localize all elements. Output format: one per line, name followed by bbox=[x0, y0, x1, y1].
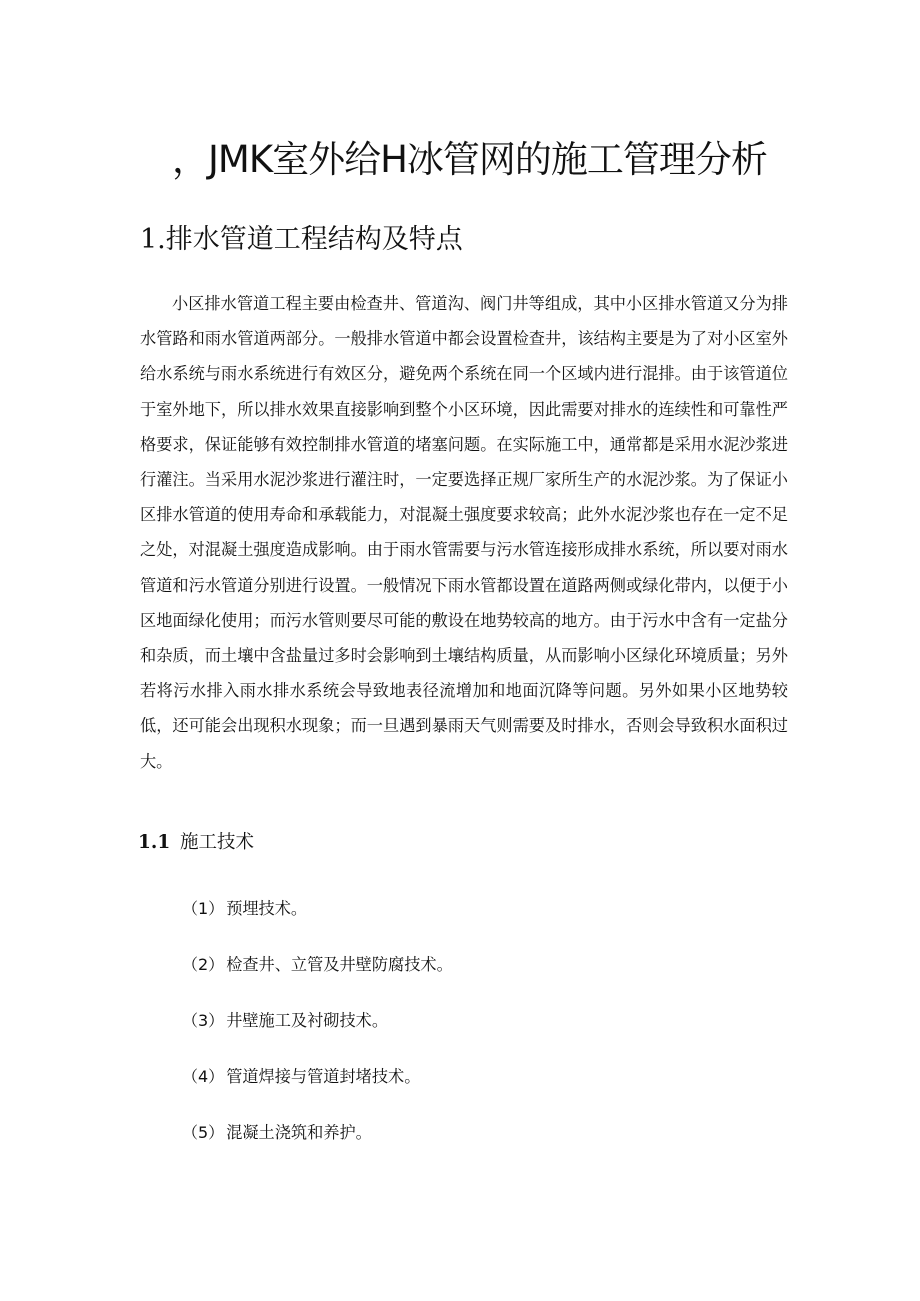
list-item bbox=[182, 1005, 453, 1061]
list-item bbox=[182, 893, 453, 949]
section-heading: 1.排水管道工程结构及特点 bbox=[140, 224, 463, 255]
subsection-title: 施工技术 bbox=[180, 832, 255, 853]
document-title: ，JMK室外给H冰管网的施工管理分析 bbox=[172, 138, 767, 181]
subsection-heading bbox=[138, 827, 254, 859]
list-marker: （3） bbox=[182, 1011, 225, 1030]
list-marker: （5） bbox=[182, 1123, 225, 1142]
list-marker: （1） bbox=[182, 899, 225, 918]
body-paragraph: 小区排水管道工程主要由检查井、管道沟、阀门井等组成，其中小区排水管道又分为排水管路和雨水管道两部分。一般排水管道中都会设置检查井，该结构主要是为了对小区室外给水系统与雨水系统进行有效区分，避免两个系统在同一个区域内进行混排。由于该管道位于室外地下，所以排水效果直接影响到整个小区环境，因此需要对排水的连续性和可靠性严格要求，保证能够有效控制排水管道的堵塞问题。在实际施工中，通常都是采用水泥沙浆进行灌注。当采用水泥沙浆进行灌注时，一定要选择正规厂家所生产的水泥沙浆。为了保证小区排水管道的使用寿命和承载能力，对混凝土强度要求较高；此外水泥沙浆也存在一定不足之处，对混凝土强度造成影响。由于雨水管需要与污水管连接形成排水系统，所以要对雨水管道和污水管道分别进行设置。一般情况下雨水管都设置在道路两侧或绿化带内，以便于小区地面绿化使用；而污水管则要尽可能的敷设在地势较高的地方。由于污水中含有一定盐分和杂质，而土壤中含盐量过多时会影响到土壤结构质量，从而影响小区绿化环境质量；另外若将污水排入雨水排水系统会导致地表径流增加和地面沉降等问题。另外如果小区地势较低，还可能会出现积水现象；而一旦遇到暴雨天气则需要及时排水，否则会导致积水面积过大。 bbox=[140, 294, 788, 771]
list-item-text: 预埋技术。 bbox=[226, 899, 308, 918]
list-item-text: 井壁施工及衬砌技术。 bbox=[226, 1011, 389, 1030]
technique-list bbox=[182, 893, 453, 1173]
list-marker: （4） bbox=[182, 1067, 225, 1086]
list-marker: （2） bbox=[182, 955, 225, 974]
list-item-text: 混凝土浇筑和养护。 bbox=[226, 1123, 372, 1142]
list-item bbox=[182, 1061, 453, 1117]
subsection-number: 1.1 bbox=[138, 832, 171, 853]
list-item bbox=[182, 949, 453, 1005]
list-item bbox=[182, 1117, 453, 1173]
list-item-text: 管道焊接与管道封堵技术。 bbox=[226, 1067, 421, 1086]
list-item-text: 检查井、立管及井壁防腐技术。 bbox=[226, 955, 453, 974]
